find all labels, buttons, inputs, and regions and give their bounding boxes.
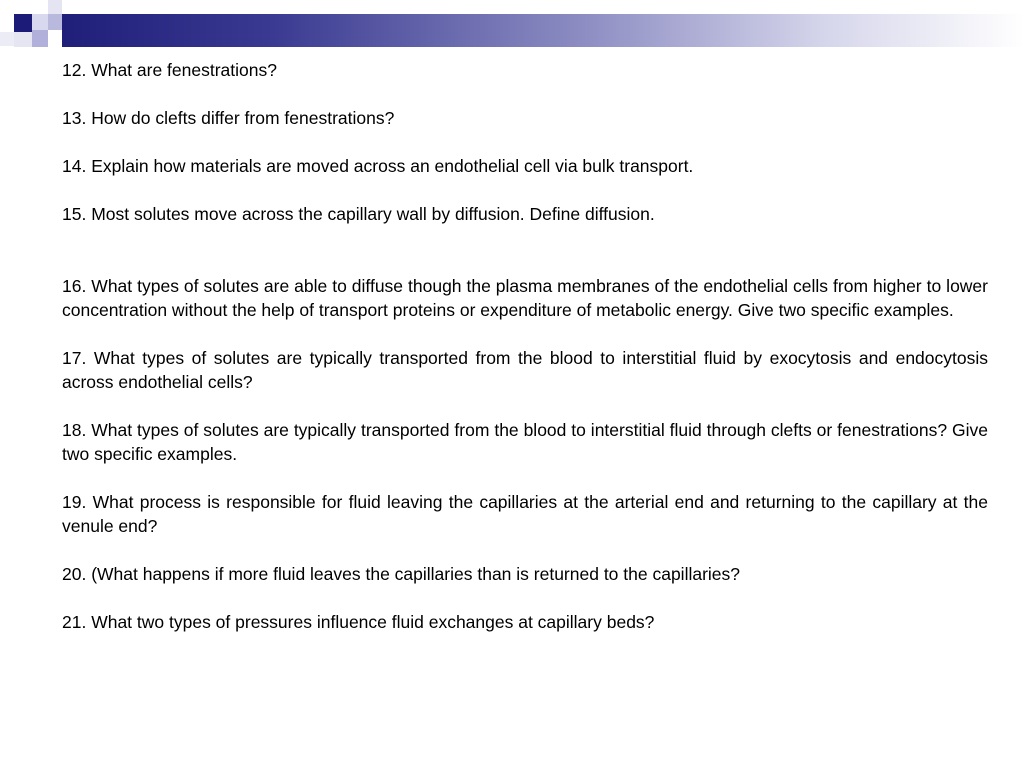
- question-20: 20. (What happens if more fluid leaves the capillaries than is returned to the capillaries?: [62, 564, 741, 584]
- question-16: 16. What types of solutes are able to diffuse though the plasma membranes of the endothelial cells from higher to lower concentration without the help of transport proteins or expenditure of metabolic energy. Give two specific examples.: [62, 276, 988, 320]
- question-15: 15. Most solutes move across the capillary wall by diffusion. Define diffusion.: [62, 204, 655, 224]
- decorative-square: [14, 32, 32, 47]
- question-21: 21. What two types of pressures influence fluid exchanges at capillary beds?: [62, 612, 655, 632]
- decorative-square: [48, 14, 62, 30]
- question-14: 14. Explain how materials are moved across an endothelial cell via bulk transport.: [62, 156, 694, 176]
- decorative-square: [0, 32, 14, 46]
- decorative-square: [32, 14, 48, 30]
- decorative-square: [14, 14, 32, 32]
- question-12: 12. What are fenestrations?: [62, 60, 277, 80]
- question-17: 17. What types of solutes are typically transported from the blood to interstitial fluid by exocytosis and endocytosis across endothelial cells?: [62, 348, 988, 392]
- question-13: 13. How do clefts differ from fenestrations?: [62, 108, 395, 128]
- decorative-square: [48, 0, 62, 14]
- question-list: [62, 58, 988, 634]
- decorative-square: [32, 30, 48, 47]
- question-18: 18. What types of solutes are typically transported from the blood to interstitial fluid through clefts or fenestrations? Give two specific examples.: [62, 420, 988, 464]
- header-gradient-bar: [62, 14, 1024, 47]
- question-19: 19. What process is responsible for fluid leaving the capillaries at the arterial end and returning to the capillary at the venule end?: [62, 492, 988, 536]
